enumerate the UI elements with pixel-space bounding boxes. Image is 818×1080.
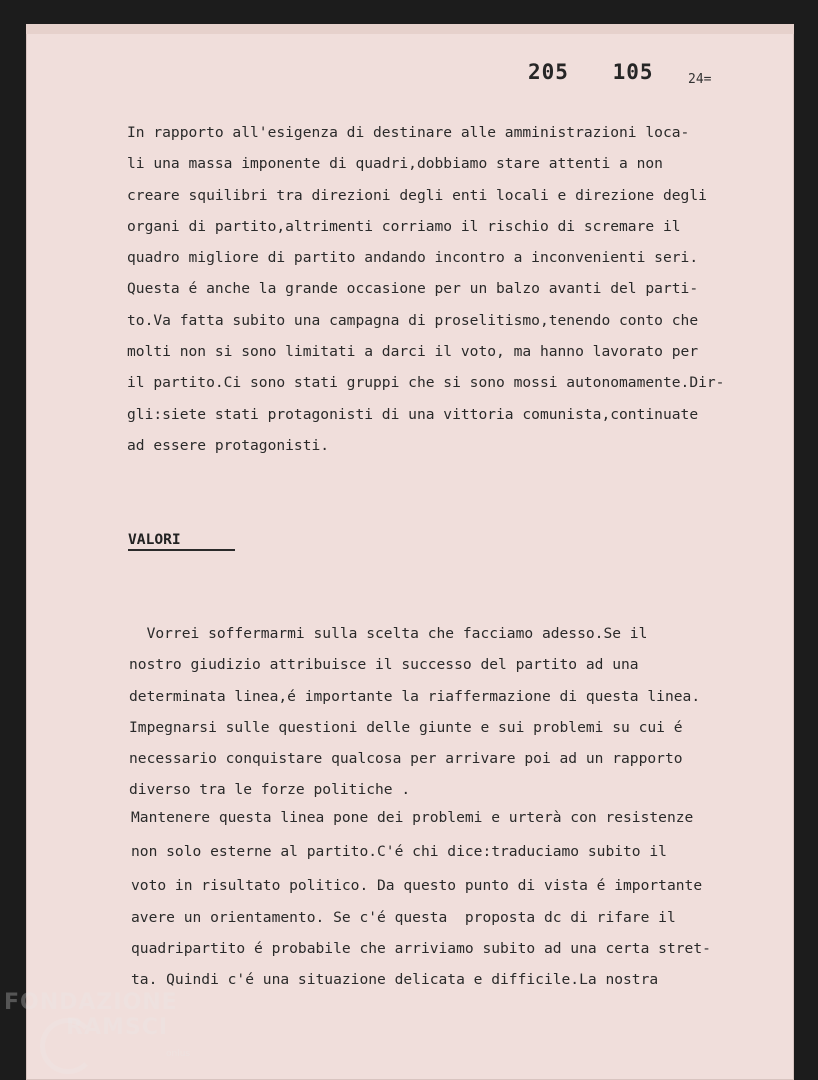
- paragraph-values: [129, 618, 700, 806]
- text-line: ad essere protagonisti.: [127, 436, 330, 454]
- text-line: gli:siete stati protagonisti di una vittoria comunista,continuate: [127, 405, 699, 423]
- text-line: li una massa imponente di quadri,dobbiamo stare attenti a non: [127, 155, 663, 173]
- text-line: diverso tra le forze politiche .: [129, 781, 411, 799]
- text-line: determinata linea,é importante la riaffermazione di questa linea.: [129, 687, 701, 705]
- paragraph-intro: [127, 117, 724, 461]
- text-line: Questa é anche la grande occasione per un balzo avanti del parti-: [127, 280, 699, 298]
- text-line: Vorrei soffermarmi sulla scelta che facciamo adesso.Se il: [129, 625, 648, 642]
- watermark-title: FONDAZIONE: [4, 990, 178, 1015]
- watermark-logo-icon: [40, 1018, 96, 1074]
- text-line: voto in risultato politico. Da questo punto di vista é importante: [131, 877, 703, 895]
- page-number-group: [528, 60, 654, 84]
- text-line: quadripartito é probabile che arriviamo subito ad una certa stret-: [131, 939, 711, 957]
- page-number-secondary: 105: [612, 60, 654, 84]
- text-line: ta. Quindi c'é una situazione delicata e difficile.La nostra: [131, 971, 659, 989]
- text-line: quadro migliore di partito andando incontro a inconvenienti seri.: [127, 249, 699, 267]
- text-line: avere un orientamento. Se c'é questa proposta dc di rifare il: [131, 908, 676, 926]
- text-line: organi di partito,altrimenti corriamo il rischio di scremare il: [127, 217, 681, 235]
- text-line: to.Va fatta subito una campagna di proselitismo,tenendo conto che: [127, 311, 699, 329]
- handwritten-page-note: 24=: [688, 72, 712, 87]
- text-line: In rapporto all'esigenza di destinare alle amministrazioni loca-: [127, 124, 690, 141]
- watermark-caption: onlus: [166, 1049, 191, 1059]
- text-line: il partito.Ci sono stati gruppi che si sono mossi autonomamente.Dir-: [127, 374, 725, 392]
- text-line: Mantenere questa linea pone dei problemi e urterà con resistenze: [131, 809, 694, 826]
- text-line: creare squilibri tra direzioni degli enti locali e direzione degli: [127, 186, 707, 204]
- section-heading: VALORI: [128, 531, 235, 551]
- paragraph-strategy: [131, 802, 711, 995]
- text-line: non solo esterne al partito.C'é chi dice:traduciamo subito il: [131, 843, 667, 861]
- watermark-subtitle: RAMSCI: [66, 1015, 169, 1040]
- page-number-primary: 205: [528, 60, 569, 84]
- page-top-edge: [26, 24, 794, 34]
- text-line: necessario conquistare qualcosa per arrivare poi ad un rapporto: [129, 750, 683, 768]
- text-line: molti non si sono limitati a darci il voto, ma hanno lavorato per: [127, 343, 699, 361]
- text-line: Impegnarsi sulle questioni delle giunte e sui problemi su cui é: [129, 718, 683, 736]
- text-line: nostro giudizio attribuisce il successo del partito ad una: [129, 656, 639, 674]
